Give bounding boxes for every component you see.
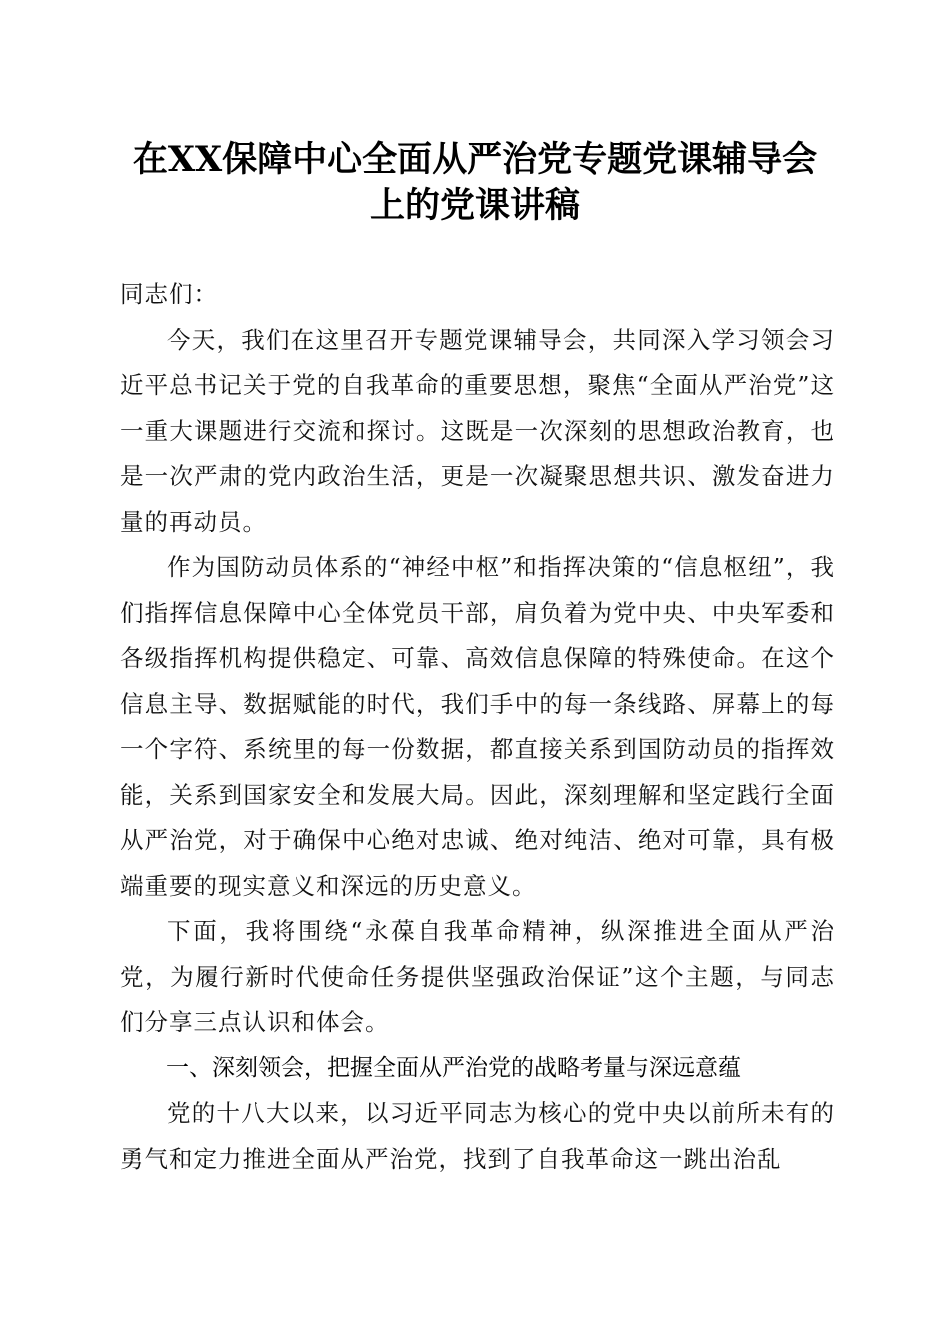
- paragraph-theme: 下面，我将围绕“永葆自我革命精神，纵深推进全面从严治党，为履行新时代使命任务提供坚强政治保证”这个主题，与同志们分享三点认识和体会。: [120, 917, 835, 1036]
- section-heading-1: 一、深刻领会，把握全面从严治党的战略考量与深远意蕴: [166, 1054, 741, 1081]
- paragraph-intro: 今天，我们在这里召开专题党课辅导会，共同深入学习领会习近平总书记关于党的自我革命的重要思想，聚焦“全面从严治党”这一重大课题进行交流和探讨。这既是一次深刻的思想政治教育，也是一次严肃的党内政治生活，更是一次凝聚思想共识、激发奋进力量的再动员。: [120, 325, 835, 536]
- salutation: 同志们：: [120, 280, 218, 308]
- document-body: [120, 272, 835, 1182]
- document-title-line-2: 上的党课讲稿: [369, 185, 580, 226]
- paragraph-mission: 作为国防动员体系的“神经中枢”和指挥决策的“信息枢纽”，我们指挥信息保障中心全体党员干部，肩负着为党中央、中央军委和各级指挥机构提供稳定、可靠、高效信息保障的特殊使命。在这个信息主导、数据赋能的时代，我们手中的每一条线路、屏幕上的每一个字符、系统里的每一份数据，都直接关系到国防动员的指挥效能，关系到国家安全和发展大局。因此，深刻理解和坚定践行全面从严治党，对于确保中心绝对忠诚、绝对纯洁、绝对可靠，具有极端重要的现实意义和深远的历史意义。: [120, 553, 835, 900]
- document-title-line-1: 在XX保障中心全面从严治党专题党课辅导会: [132, 139, 818, 180]
- paragraph-section1: 党的十八大以来，以习近平同志为核心的党中央以前所未有的勇气和定力推进全面从严治党，找到了自我革命这一跳出治乱: [120, 1099, 835, 1173]
